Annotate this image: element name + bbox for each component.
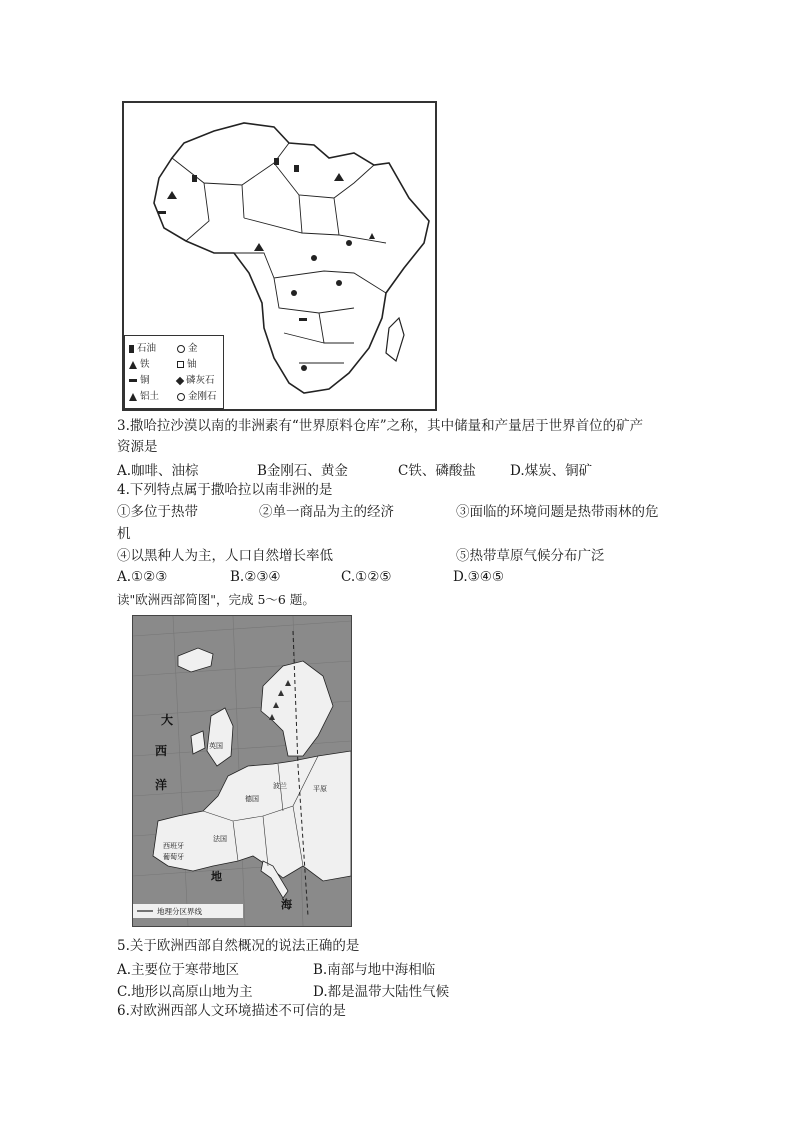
instruction-5-6: 读"欧洲西部简图"，完成 5～6 题。 — [117, 592, 315, 607]
q5-option-a: A.主要位于寒带地区 — [117, 962, 240, 978]
label-poland: 波兰 — [273, 782, 287, 790]
label-britain: 英国 — [209, 742, 223, 750]
atlantic-char-3: 洋 — [155, 778, 168, 792]
q3-option-a: A.咖啡、油棕 — [117, 463, 199, 479]
sea-char-2: 海 — [281, 898, 292, 911]
q5-option-d: D.都是温带大陆性气候 — [313, 984, 450, 1000]
q6-stem: 6.对欧洲西部人文环境描述不可信的是 — [117, 1003, 346, 1019]
q4-item4: ④以黑种人为主，人口自然增长率低 — [117, 548, 333, 564]
legend-copper: 铜 — [129, 372, 150, 386]
copper-icon — [129, 379, 137, 382]
legend-uranium: 铀 — [177, 356, 197, 370]
q5-option-b: B.南部与地中海相临 — [313, 962, 436, 978]
label-portugal: 葡萄牙 — [163, 853, 184, 861]
gold-icon — [177, 345, 185, 353]
label-germany: 德国 — [245, 795, 259, 803]
q5-stem: 5.关于欧洲西部自然概况的说法正确的是 — [117, 938, 360, 954]
q4-item3: ③面临的环境问题是热带雨林的危 — [456, 504, 659, 520]
atlantic-char-1: 大 — [161, 713, 174, 727]
diamond-icon — [177, 393, 185, 401]
legend-bauxite: 铝土 — [129, 388, 159, 402]
q4-item2: ②单一商品为主的经济 — [259, 504, 394, 520]
legend-oil: 石油 — [129, 340, 156, 354]
uranium-icon — [177, 361, 184, 368]
bauxite-icon — [129, 393, 137, 401]
q4-option-c: C.①②⑤ — [341, 569, 392, 585]
iron-icon — [129, 361, 137, 369]
q4-option-a: A.①②③ — [117, 569, 168, 585]
label-france: 法国 — [213, 835, 227, 843]
q3-stem-line1: 3.撒哈拉沙漠以南的非洲素有“世界原料仓库”之称，其中储量和产量居于世界首位的矿产 — [117, 418, 644, 434]
q4-item5: ⑤热带草原气候分布广泛 — [456, 548, 605, 564]
africa-map-legend — [124, 335, 224, 409]
q3-option-d: D.煤炭、铜矿 — [510, 463, 593, 479]
label-spain: 西班牙 — [163, 842, 184, 850]
q3-stem-line2: 资源是 — [117, 439, 158, 455]
q4-option-b: B.②③④ — [230, 569, 281, 585]
q3-option-c: C铁、磷酸盐 — [398, 463, 476, 479]
sea-char-1: 地 — [211, 870, 222, 883]
q3-option-b: B金刚石、黄金 — [257, 463, 348, 479]
q4-option-d: D.③④⑤ — [453, 569, 504, 585]
legend-iron: 铁 — [129, 356, 150, 370]
q4-stem: 4.下列特点属于撒哈拉以南非洲的是 — [117, 482, 333, 498]
phosphate-icon — [176, 376, 184, 384]
legend-phosphate: 磷灰石 — [177, 372, 215, 386]
oil-icon — [129, 345, 134, 353]
legend-diamond: 金刚石 — [177, 388, 217, 402]
q5-option-c: C.地形以高原山地为主 — [117, 984, 253, 1000]
legend-gold: 金 — [177, 340, 198, 354]
q4-item3-cont: 机 — [117, 526, 131, 542]
atlantic-char-2: 西 — [155, 744, 168, 758]
label-plain: 平原 — [313, 785, 327, 793]
europe-map — [132, 615, 352, 927]
q4-item1: ①多位于热带 — [117, 504, 198, 520]
europe-map-legend: 地理分区界线 — [157, 907, 202, 916]
europe-map-drawing — [133, 616, 351, 926]
africa-map — [122, 101, 437, 411]
